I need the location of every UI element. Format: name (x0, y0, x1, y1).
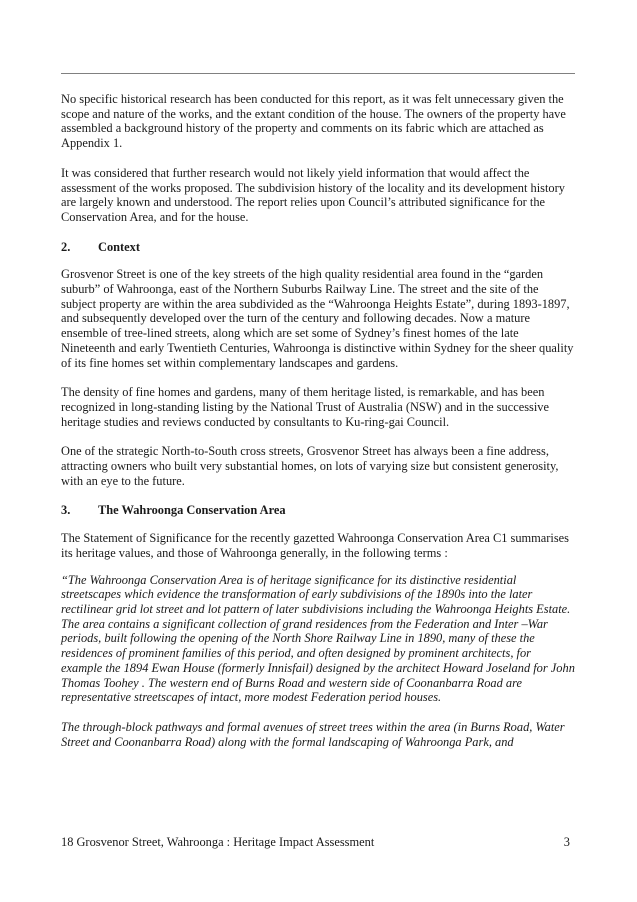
page-number: 3 (563, 835, 570, 849)
document-body (61, 92, 575, 764)
section-number: 2. (61, 239, 71, 254)
quote-conservation-area: “The Wahroonga Conservation Area is of heritage significance for its distinctive residential streetscapes which evidence the transformation of early subdivisions of the 1890s into the later rectilinear grid lot street and lot pattern of later subdivisions including the Wahroonga Heights Estate. The area contains a significant collection of grand residences from the Federation and Inter –War periods, built following the opening of the North Shore Railway Line in 1890, many of these the residences of prominent families of this period, and often designed by prominent architects, for example the 1894 Ewan House (formerly Innisfail) designed by the architect Howard Joseland for John Thomas Toohey . The western end of Burns Road and western side of Coonanbarra Road are representative streetscapes of intact, more modest Federation period houses. (61, 572, 575, 705)
section-title: Context (98, 239, 140, 254)
paragraph-cross-streets: One of the strategic North-to-South cross streets, Grosvenor Street has always been a fine address, attracting owners who built very substantial homes, on lots of varying size but consistent generosity, with an eye to the future. (61, 444, 559, 488)
section-number: 3. (61, 503, 71, 518)
quote-through-block-pathways: The through-block pathways and formal avenues of street trees within the area (in Burns Road, Water Street and Coonanbarra Road) along with the formal landscaping of Wahroonga Park, and (61, 719, 565, 749)
section-heading-conservation-area (61, 503, 575, 518)
paragraph-density: The density of fine homes and gardens, many of them heritage listed, is remarkable, and has been recognized in long-standing listing by the National Trust of Australia (NSW) and in the successive heritage studies and reviews conducted by consultants to Ku-ring-gai Council. (61, 385, 549, 429)
header-rule (61, 73, 575, 74)
paragraph-grosvenor-street: Grosvenor Street is one of the key streets of the high quality residential area found in the “garden suburb” of Wahroonga, east of the Northern Suburbs Railway Line. The street and the site of the subject property are within the area subdivided as the “Wahroonga Heights Estate”, during 1893-1897, and subsequently developed over the turn of the century and following decades. Now a mature ensemble of tree-lined streets, along which are set some of Sydney’s finest homes of the late Nineteenth and early Twentieth Centuries, Wahroonga is distinctive within Sydney for the sheer quality of its fine homes set within complementary landscapes and gardens. (61, 267, 574, 370)
paragraph-research: No specific historical research has been conducted for this report, as it was felt unnecessary given the scope and nature of the works, and the extant condition of the house. The owners of the property have assembled a background history of the property and comments on its fabric which are attached as Appendix 1. (61, 92, 566, 151)
paragraph-statement-of-significance: The Statement of Significance for the recently gazetted Wahroonga Conservation Area C1 summarises its heritage values, and those of Wahroonga generally, in the following terms : (61, 531, 570, 560)
footer-title: 18 Grosvenor Street, Wahroonga : Heritage Impact Assessment (61, 835, 375, 849)
section-heading-context (61, 240, 575, 255)
section-title: The Wahroonga Conservation Area (98, 503, 286, 518)
paragraph-further-research: It was considered that further research would not likely yield information that would affect the assessment of the works proposed. The subdivision history of the locality and its development history are largely known and understood. The report relies upon Council’s attributed significance for the Conservation Area, and for the house. (61, 165, 565, 224)
page-footer (61, 835, 575, 850)
